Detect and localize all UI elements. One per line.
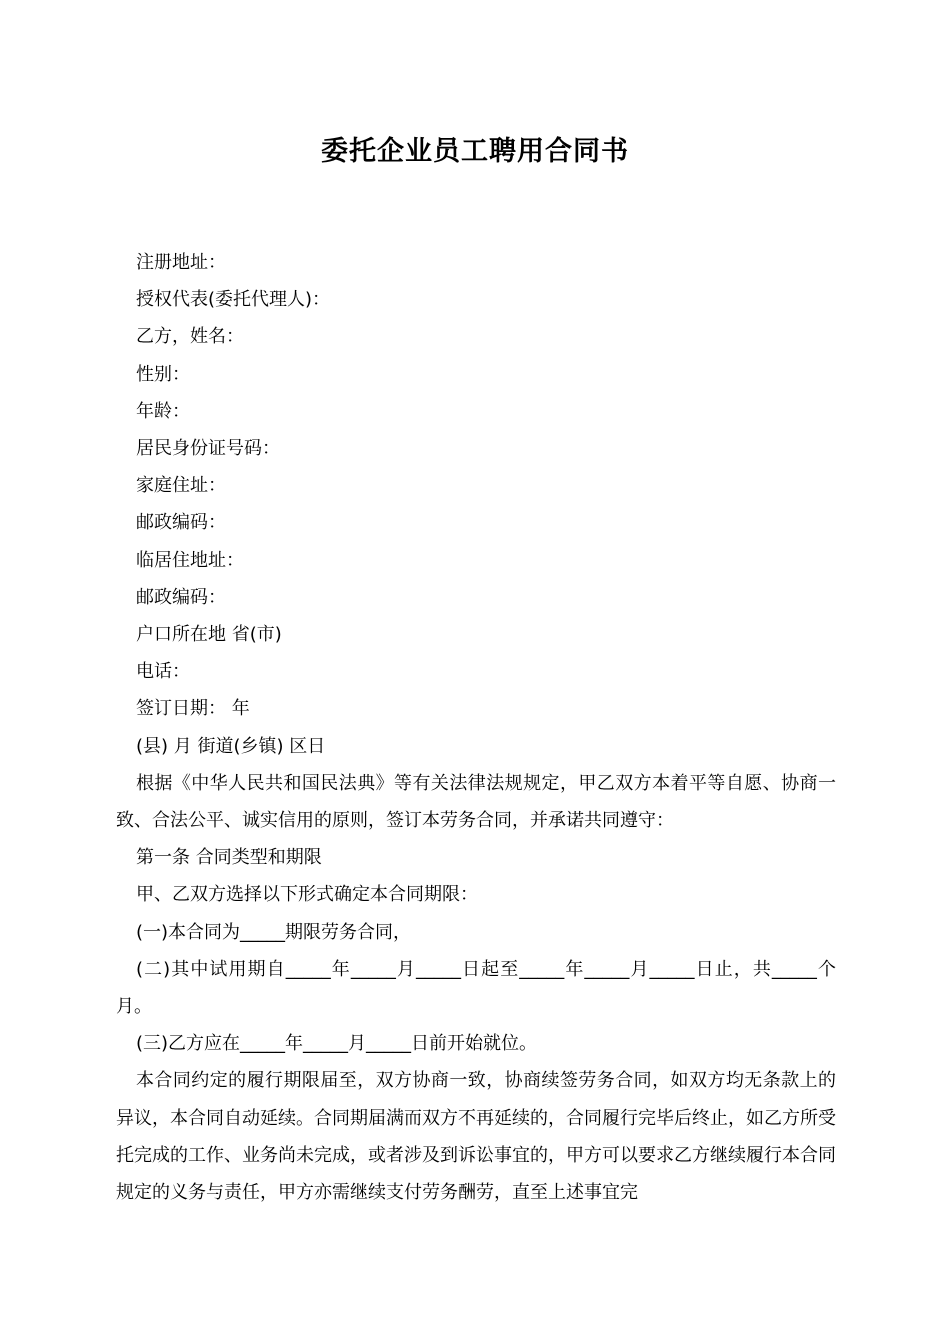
paragraph: 乙方，姓名：	[136, 326, 244, 348]
paragraph: 邮政编码：	[136, 586, 226, 608]
document-body	[116, 244, 836, 1211]
paragraph: 授权代表(委托代理人)：	[136, 289, 331, 311]
paragraph: 注册地址：	[136, 252, 226, 273]
paragraph: (一)本合同为_____期限劳务合同，	[136, 921, 412, 943]
paragraph: 性别：	[136, 363, 190, 385]
paragraph: 户口所在地 省(市)	[136, 624, 282, 646]
paragraph: (三)乙方应在_____年_____月_____日前开始就位。	[136, 1033, 538, 1055]
paragraph: 本合同约定的履行期限届至，双方协商一致，协商续签劳务合同，如双方均无条款上的异议，本合同自动延续。合同期届满而双方不再延续的，合同履行完毕后终止，如乙方所受托完成的工作、业务尚未完成，或者涉及到诉讼事宜的，甲方可以要求乙方继续履行本合同规定的义务与责任，甲方亦需继续支付劳务酬劳，直至上述事宜完	[116, 1070, 836, 1204]
paragraph: 临居住地址：	[136, 549, 244, 571]
paragraph: (二)其中试用期自_____年_____月_____日起至_____年_____月_____日止，共_____个月。	[116, 958, 836, 1018]
paragraph: 签订日期： 年	[136, 698, 250, 720]
paragraph: 根据《中华人民共和国民法典》等有关法律法规规定，甲乙双方本着平等自愿、协商一致、合法公平、诚实信用的原则，签订本劳务合同，并承诺共同遵守：	[116, 772, 836, 832]
paragraph: 年龄：	[136, 400, 190, 422]
document-title: 委托企业员工聘用合同书	[321, 136, 629, 167]
paragraph: 家庭住址：	[136, 475, 226, 497]
paragraph: (县) 月 街道(乡镇) 区日	[136, 735, 326, 757]
paragraph: 电话：	[136, 661, 190, 683]
paragraph: 甲、乙双方选择以下形式确定本合同期限：	[136, 884, 478, 906]
paragraph: 邮政编码：	[136, 512, 226, 534]
paragraph: 居民身份证号码：	[136, 438, 280, 460]
section-heading: 第一条 合同类型和期限	[136, 847, 322, 869]
